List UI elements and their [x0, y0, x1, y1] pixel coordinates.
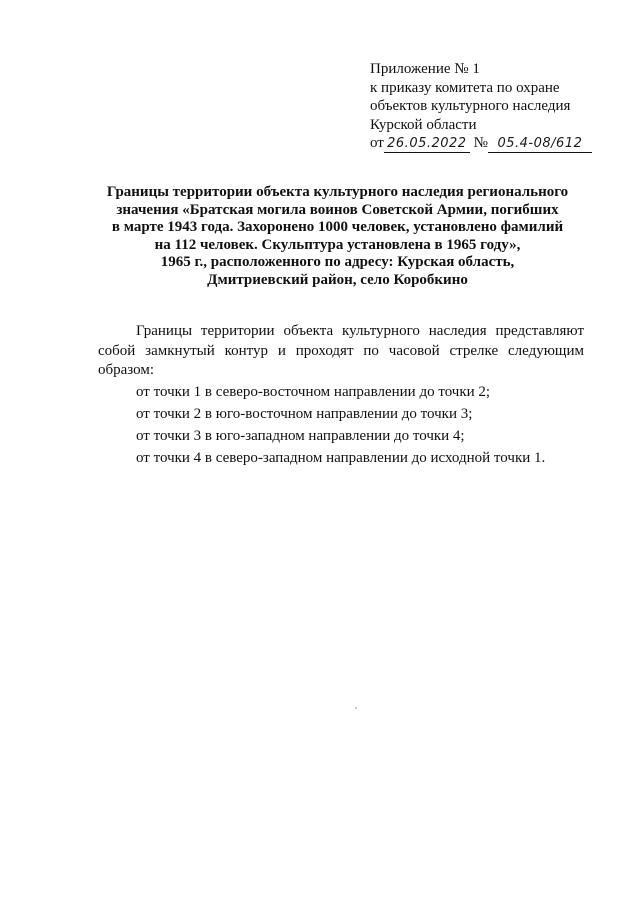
appendix-number: Приложение № 1: [370, 61, 480, 77]
appendix-region: Курской области: [370, 116, 477, 133]
title-line: Дмитриевский район, село Коробкино: [207, 271, 468, 288]
list-item: от точки 4 в северо-западном направлении до исходной точки 1.: [136, 449, 546, 466]
boundary-points-list: [98, 381, 584, 469]
appendix-header: [370, 60, 632, 154]
list-item: от точки 3 в юго-западном направлении до точки 4;: [136, 427, 465, 444]
document-title: [90, 184, 585, 290]
order-date-handwritten: 26.05.2022: [387, 136, 467, 151]
scan-speck: [355, 707, 357, 709]
title-line: 1965 г., расположенного по адресу: Курская область,: [160, 254, 515, 271]
order-number-field: [488, 135, 592, 153]
document-body: [98, 322, 584, 469]
list-item: от точки 1 в северо-восточном направлении до точки 2;: [136, 383, 491, 400]
from-label: от: [370, 135, 384, 151]
number-label: №: [473, 135, 488, 151]
title-line: значения «Братская могила воинов Советской Армии, погибших: [116, 201, 559, 218]
boundary-paragraph: Границы территории объекта культурного наследия представляют собой замкнутый контур и проходят по часовой стрелке следующим образом:: [98, 323, 584, 378]
order-number-handwritten: 05.4-08/612: [497, 136, 583, 151]
title-line: в марте 1943 года. Захоронено 1000 человек, установлено фамилий: [111, 219, 564, 236]
order-date-field: [384, 135, 470, 153]
title-line: на 112 человек. Скульптура установлена в 1965 году»,: [154, 236, 521, 253]
appendix-committee: объектов культурного наследия: [370, 98, 571, 114]
list-item: от точки 2 в юго-восточном направлении до точки 3;: [136, 405, 473, 422]
title-line: Границы территории объекта культурного наследия регионального: [106, 184, 569, 200]
appendix-order-ref: к приказу комитета по охране: [370, 79, 560, 96]
order-date-number-line: [370, 134, 632, 154]
